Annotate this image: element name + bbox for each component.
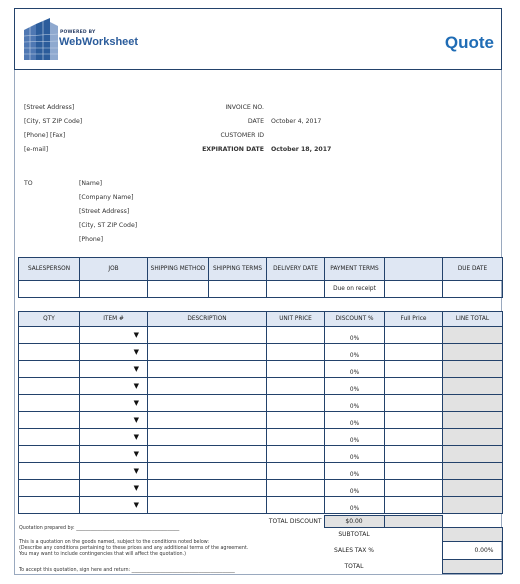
full-price-cell [385,463,443,480]
payment-terms-header: PAYMENT TERMS [325,258,385,281]
blank-header [385,258,443,281]
full-price-header: Full Price [385,312,443,327]
discount-cell[interactable]: 0% [325,463,385,480]
line-total-cell [443,361,503,378]
total-discount-value: $0.00 [324,516,384,528]
line-total-cell [443,429,503,446]
discount-cell[interactable]: 0% [325,344,385,361]
description-cell[interactable] [148,361,267,378]
due-date-cell[interactable] [443,281,503,298]
line-total-cell [443,344,503,361]
unit-price-cell[interactable] [267,497,325,514]
conditions-line-1: This is a quotation on the goods named, subject to the conditions noted below: [19,540,210,545]
subtotal-value [442,528,502,542]
item-row [19,429,503,446]
unit-price-cell[interactable] [267,395,325,412]
line-total-cell [443,378,503,395]
conditions-line-3: You may want to include contingencies that will affect the quotation.) [19,552,186,557]
full-price-cell [385,412,443,429]
total-discount-label: TOTAL DISCOUNT [268,518,322,525]
discount-cell[interactable]: 0% [325,395,385,412]
logo-name: WebWorksheet [59,36,139,48]
item-row [19,378,503,395]
discount-cell[interactable]: 0% [325,480,385,497]
dropdown-arrow-icon[interactable]: ▼ [133,382,139,390]
item-row [19,395,503,412]
item-number-cell[interactable] [80,463,148,480]
customer-id-label: CUSTOMER ID [220,132,264,139]
full-price-cell [385,446,443,463]
shipping-terms-cell[interactable] [209,281,267,298]
item-row [19,327,503,344]
item-number-cell[interactable] [80,327,148,344]
description-cell[interactable] [148,480,267,497]
salesperson-cell[interactable] [19,281,80,298]
item-number-cell[interactable] [80,446,148,463]
sales-tax-label: SALES TAX % [334,547,374,554]
full-price-cell [385,344,443,361]
dropdown-arrow-icon[interactable]: ▼ [133,501,139,509]
qty-cell[interactable] [19,429,80,446]
full-price-cell [385,327,443,344]
discount-cell[interactable]: 0% [325,412,385,429]
company-email: [e-mail] [24,146,49,153]
item-number-cell[interactable] [80,344,148,361]
line-total-cell [443,395,503,412]
expiration-date-value[interactable]: October 18, 2017 [271,146,332,153]
description-header: DESCRIPTION [148,312,267,327]
accept-signature-line[interactable]: To accept this quotation, sign here and return: ___________________________________________ [19,568,235,573]
company-phone: [Phone] [Fax] [24,132,66,139]
dropdown-arrow-icon[interactable]: ▼ [133,467,139,475]
dropdown-arrow-icon[interactable]: ▼ [133,416,139,424]
line-total-cell [443,412,503,429]
webworksheet-logo-icon [20,16,60,60]
shipping-method-header: SHIPPING METHOD [148,258,209,281]
total-spacer [266,560,324,574]
dropdown-arrow-icon[interactable]: ▼ [133,331,139,339]
total-value [442,560,502,574]
dropdown-arrow-icon[interactable]: ▼ [133,433,139,441]
qty-header: QTY [19,312,80,327]
shipping-method-cell[interactable] [148,281,209,298]
qty-cell[interactable] [19,412,80,429]
qty-cell[interactable] [19,327,80,344]
item-number-cell[interactable] [80,378,148,395]
job-cell[interactable] [80,281,148,298]
item-number-cell[interactable] [80,480,148,497]
unit-price-cell[interactable] [267,429,325,446]
to-company: [Company Name] [79,194,134,201]
total-label: TOTAL [344,563,364,570]
description-cell[interactable] [148,378,267,395]
items-table [18,311,503,514]
unit-price-cell[interactable] [267,327,325,344]
qty-cell[interactable] [19,395,80,412]
discount-cell[interactable]: 0% [325,378,385,395]
dropdown-arrow-icon[interactable]: ▼ [133,484,139,492]
subtotal-spacer [266,528,324,542]
full-price-cell [385,395,443,412]
unit-price-header: UNIT PRICE [267,312,325,327]
full-price-cell [385,361,443,378]
item-row [19,497,503,514]
item-row [19,446,503,463]
item-row [19,344,503,361]
sales-tax-spacer-2 [384,542,442,560]
description-cell[interactable] [148,446,267,463]
delivery-date-cell[interactable] [267,281,325,298]
total-discount-spacer [442,516,502,528]
company-city: [City, ST ZIP Code] [24,118,83,125]
qty-cell[interactable] [19,463,80,480]
sales-table [18,257,503,298]
total-spacer-2 [384,560,442,574]
description-cell[interactable] [148,327,267,344]
full-price-cell [385,480,443,497]
item-number-header: ITEM # [80,312,148,327]
unit-price-cell[interactable] [267,412,325,429]
total-discount-blank [384,516,442,528]
unit-price-cell[interactable] [267,361,325,378]
qty-cell[interactable] [19,378,80,395]
prepared-by-line[interactable]: Quotation prepared by: ___________________________________________ [19,526,180,531]
subtotal-label: SUBTOTAL [338,531,370,539]
description-cell[interactable] [148,395,267,412]
date-value[interactable]: October 4, 2017 [271,118,322,125]
unit-price-cell[interactable] [267,463,325,480]
line-total-cell [443,497,503,514]
to-phone: [Phone] [79,236,103,243]
line-total-cell [443,327,503,344]
payment-terms-cell[interactable]: Due on receipt [325,281,385,298]
discount-header: DISCOUNT % [325,312,385,327]
discount-cell[interactable]: 0% [325,497,385,514]
description-cell[interactable] [148,497,267,514]
blank-cell[interactable] [385,281,443,298]
dropdown-arrow-icon[interactable]: ▼ [133,450,139,458]
totals-table [266,515,503,574]
unit-price-cell[interactable] [267,446,325,463]
to-street: [Street Address] [79,208,130,215]
expiration-date-label: EXPIRATION DATE [202,146,264,153]
to-name: [Name] [79,180,103,187]
subtotal-spacer-2 [384,528,442,542]
item-number-cell[interactable] [80,395,148,412]
discount-cell[interactable]: 0% [325,429,385,446]
qty-cell[interactable] [19,497,80,514]
item-row [19,480,503,497]
item-row [19,412,503,429]
qty-cell[interactable] [19,480,80,497]
unit-price-cell[interactable] [267,378,325,395]
conditions-line-2: (Describe any conditions pertaining to these prices and any additional terms of the agreement. [19,546,249,551]
item-number-cell[interactable] [80,429,148,446]
sales-tax-spacer [266,542,324,560]
line-total-cell [443,446,503,463]
invoice-no-label: INVOICE NO. [225,104,264,111]
due-date-header: DUE DATE [443,258,503,281]
dropdown-arrow-icon[interactable]: ▼ [133,399,139,407]
unit-price-cell[interactable] [267,480,325,497]
logo-powered-text: POWERED BY [60,30,96,35]
salesperson-header: SALESPERSON [19,258,80,281]
description-cell[interactable] [148,429,267,446]
to-label: TO [24,180,33,187]
unit-price-cell[interactable] [267,344,325,361]
delivery-date-header: DELIVERY DATE [267,258,325,281]
company-street: [Street Address] [24,104,75,111]
qty-cell[interactable] [19,446,80,463]
line-total-cell [443,463,503,480]
item-row [19,463,503,480]
item-number-cell[interactable] [80,497,148,514]
discount-cell[interactable]: 0% [325,361,385,378]
item-row [19,361,503,378]
full-price-cell [385,429,443,446]
qty-cell[interactable] [19,344,80,361]
full-price-cell [385,497,443,514]
qty-cell[interactable] [19,361,80,378]
dropdown-arrow-icon[interactable]: ▼ [133,365,139,373]
date-label: DATE [247,118,264,125]
item-number-cell[interactable] [80,361,148,378]
description-cell[interactable] [148,412,267,429]
line-total-cell [443,480,503,497]
discount-cell[interactable]: 0% [325,327,385,344]
page-title: Quote [444,33,494,52]
to-city: [City, ST ZIP Code] [79,222,138,229]
item-number-cell[interactable] [80,412,148,429]
dropdown-arrow-icon[interactable]: ▼ [133,348,139,356]
sales-tax-value[interactable]: 0.00% [442,542,502,560]
job-header: JOB [80,258,148,281]
description-cell[interactable] [148,344,267,361]
line-total-header: LINE TOTAL [443,312,503,327]
full-price-cell [385,378,443,395]
description-cell[interactable] [148,463,267,480]
discount-cell[interactable]: 0% [325,446,385,463]
shipping-terms-header: SHIPPING TERMS [209,258,267,281]
